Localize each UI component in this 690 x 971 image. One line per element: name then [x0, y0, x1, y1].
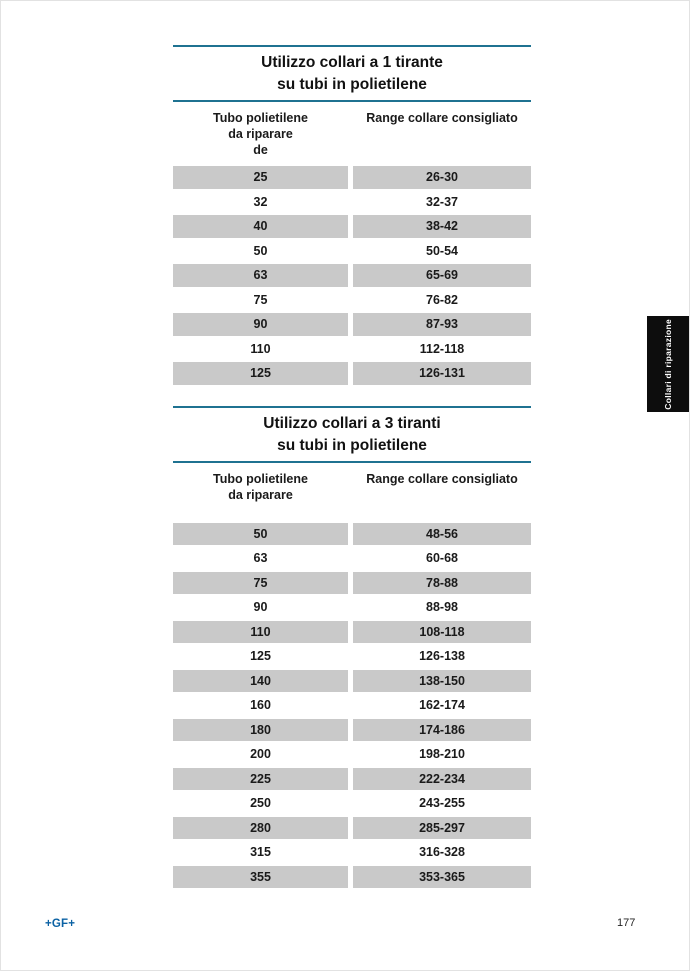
pipe-diameter-cell: 90 — [173, 313, 348, 336]
table2-rows — [173, 522, 531, 890]
pipe-diameter-cell: 180 — [173, 719, 348, 742]
table2-col1-header — [173, 471, 348, 503]
table2-col2-header: Range collare consigliato — [366, 471, 518, 486]
collar-range-cell: 50-54 — [426, 243, 458, 258]
pipe-diameter-cell: 40 — [173, 215, 348, 238]
table2-col1-header-line2: da riparare — [228, 487, 293, 502]
collar-range-cell: 87-93 — [353, 313, 531, 336]
collar-range-cell: 48-56 — [353, 523, 531, 546]
divider-line — [173, 461, 531, 463]
pipe-diameter-cell: 200 — [250, 747, 271, 761]
collar-range-cell: 174-186 — [353, 719, 531, 742]
table1-col1-header — [173, 110, 348, 158]
table-row — [173, 239, 531, 264]
pipe-diameter-cell: 50 — [253, 243, 268, 258]
pipe-diameter-cell: 250 — [250, 796, 271, 810]
table-row — [173, 718, 531, 743]
table-row — [173, 693, 531, 718]
table-row — [173, 644, 531, 669]
collar-range-cell: 76-82 — [426, 292, 458, 307]
collar-range-cell: 138-150 — [353, 670, 531, 693]
table-row — [173, 214, 531, 239]
table-row — [173, 263, 531, 288]
table-row — [173, 190, 531, 215]
table2-header — [173, 471, 531, 503]
pipe-diameter-cell: 63 — [253, 551, 268, 565]
table-row — [173, 522, 531, 547]
pipe-diameter-cell: 63 — [173, 264, 348, 287]
page-content — [173, 45, 531, 889]
collar-range-cell: 126-131 — [353, 362, 531, 385]
collar-range-cell: 126-138 — [419, 649, 465, 663]
table-row — [173, 767, 531, 792]
table-row — [173, 288, 531, 313]
table2-title-line2: su tubi in polietilene — [277, 436, 427, 454]
table1-col1-header-line1: Tubo polietilene — [213, 111, 308, 125]
table1-col1-header-line2: da riparare — [228, 127, 293, 141]
table-row — [173, 791, 531, 816]
table1-col1-header-line3: de — [253, 143, 268, 157]
table-row — [173, 571, 531, 596]
table1-title — [173, 47, 531, 100]
page-number: 177 — [617, 917, 636, 929]
pipe-diameter-cell: 90 — [253, 600, 268, 614]
table-row — [173, 361, 531, 386]
pipe-diameter-cell: 75 — [253, 292, 268, 307]
table1-header — [173, 110, 531, 158]
table-row — [173, 669, 531, 694]
table1-col2-header: Range collare consigliato — [366, 111, 518, 125]
table2-col1-header-line1: Tubo polietilene — [213, 471, 308, 486]
pipe-diameter-cell: 280 — [173, 817, 348, 840]
pipe-diameter-cell: 110 — [250, 341, 271, 356]
table-row — [173, 546, 531, 571]
collar-range-cell: 285-297 — [353, 817, 531, 840]
table-row — [173, 620, 531, 645]
collar-range-cell: 88-98 — [426, 600, 458, 614]
table-row — [173, 840, 531, 865]
collar-range-cell: 108-118 — [353, 621, 531, 644]
collar-range-cell: 32-37 — [426, 194, 458, 209]
pipe-diameter-cell: 50 — [173, 523, 348, 546]
collar-range-cell: 78-88 — [353, 572, 531, 595]
pipe-diameter-cell: 160 — [250, 698, 271, 712]
pipe-diameter-cell: 225 — [173, 768, 348, 791]
collar-range-cell: 38-42 — [353, 215, 531, 238]
table-row — [173, 742, 531, 767]
chapter-side-tab-label: Collari di riparazione — [663, 318, 673, 410]
pipe-diameter-cell: 125 — [250, 649, 271, 663]
pipe-diameter-cell: 110 — [173, 621, 348, 644]
gf-logo: +GF+ — [45, 918, 76, 930]
pipe-diameter-cell: 125 — [173, 362, 348, 385]
collar-range-cell: 316-328 — [419, 845, 465, 859]
collar-range-cell: 353-365 — [353, 866, 531, 889]
pipe-diameter-cell: 32 — [253, 194, 268, 209]
chapter-side-tab — [647, 316, 689, 412]
table1-rows — [173, 165, 531, 386]
table-row — [173, 595, 531, 620]
table1-section — [173, 45, 531, 386]
collar-range-cell: 112-118 — [419, 341, 465, 356]
pipe-diameter-cell: 355 — [173, 866, 348, 889]
collar-range-cell: 65-69 — [353, 264, 531, 287]
collar-range-cell: 243-255 — [419, 796, 465, 810]
collar-range-cell: 198-210 — [419, 747, 465, 761]
table2-title-line1: Utilizzo collari a 3 tiranti — [263, 414, 441, 432]
pipe-diameter-cell: 75 — [173, 572, 348, 595]
collar-range-cell: 222-234 — [353, 768, 531, 791]
pipe-diameter-cell: 25 — [173, 166, 348, 189]
table1-title-line2: su tubi in polietilene — [277, 76, 427, 93]
collar-range-cell: 60-68 — [426, 551, 458, 565]
table2-section — [173, 406, 531, 890]
table-row — [173, 165, 531, 190]
table-row — [173, 312, 531, 337]
collar-range-cell: 162-174 — [419, 698, 465, 712]
table1-title-line1: Utilizzo collari a 1 tirante — [261, 54, 443, 71]
pipe-diameter-cell: 140 — [173, 670, 348, 693]
table-row — [173, 337, 531, 362]
pipe-diameter-cell: 315 — [250, 845, 271, 859]
divider-line — [173, 100, 531, 102]
table-row — [173, 816, 531, 841]
collar-range-cell: 26-30 — [353, 166, 531, 189]
table2-title — [173, 408, 531, 461]
table-row — [173, 865, 531, 890]
